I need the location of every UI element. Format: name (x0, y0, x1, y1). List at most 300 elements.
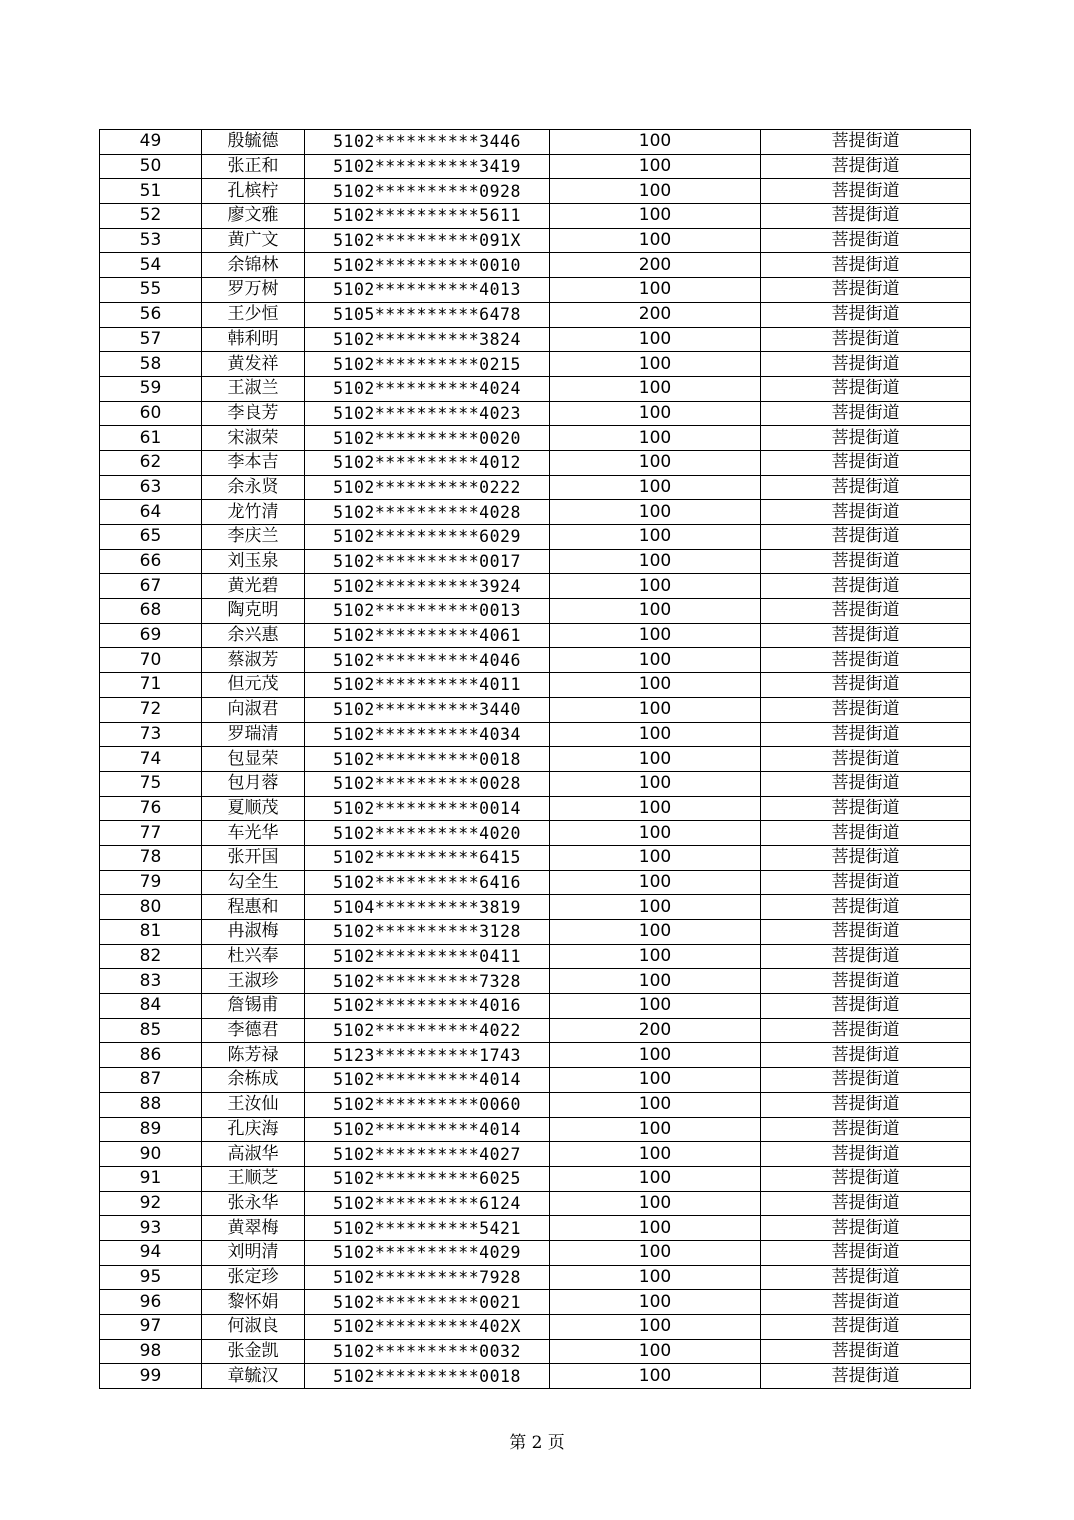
street-cell: 菩提街道 (761, 994, 971, 1019)
id-number-cell: 5102**********4027 (305, 1142, 550, 1167)
street-cell: 菩提街道 (761, 1265, 971, 1290)
name-cell: 夏顺茂 (202, 796, 305, 821)
name-cell: 黎怀娟 (202, 1290, 305, 1315)
table-row (100, 1240, 971, 1265)
row-number: 90 (100, 1142, 202, 1167)
street-cell: 菩提街道 (761, 401, 971, 426)
id-number-cell: 5102**********091X (305, 228, 550, 253)
street-cell: 菩提街道 (761, 697, 971, 722)
name-cell: 王汝仙 (202, 1092, 305, 1117)
amount-cell: 100 (550, 796, 761, 821)
table-row (100, 969, 971, 994)
street-cell: 菩提街道 (761, 154, 971, 179)
name-cell: 殷毓德 (202, 130, 305, 155)
name-cell: 罗瑞清 (202, 722, 305, 747)
street-cell: 菩提街道 (761, 771, 971, 796)
id-number-cell: 5102**********4014 (305, 1117, 550, 1142)
id-number-cell: 5102**********0021 (305, 1290, 550, 1315)
id-number-cell: 5102**********4028 (305, 500, 550, 525)
name-cell: 刘明清 (202, 1240, 305, 1265)
street-cell: 菩提街道 (761, 1364, 971, 1389)
street-cell: 菩提街道 (761, 623, 971, 648)
row-number: 86 (100, 1043, 202, 1068)
name-cell: 包月蓉 (202, 771, 305, 796)
street-cell: 菩提街道 (761, 228, 971, 253)
name-cell: 孔庆海 (202, 1117, 305, 1142)
street-cell: 菩提街道 (761, 1290, 971, 1315)
name-cell: 李庆兰 (202, 525, 305, 550)
id-number-cell: 5102**********4029 (305, 1240, 550, 1265)
table-row (100, 204, 971, 229)
street-cell: 菩提街道 (761, 845, 971, 870)
amount-cell: 100 (550, 327, 761, 352)
id-number-cell: 5102**********4034 (305, 722, 550, 747)
name-cell: 黄发祥 (202, 352, 305, 377)
table-row (100, 549, 971, 574)
street-cell: 菩提街道 (761, 1216, 971, 1241)
table-row (100, 376, 971, 401)
amount-cell: 100 (550, 179, 761, 204)
id-number-cell: 5102**********3446 (305, 130, 550, 155)
street-cell: 菩提街道 (761, 450, 971, 475)
row-number: 75 (100, 771, 202, 796)
id-number-cell: 5102**********4012 (305, 450, 550, 475)
id-number-cell: 5102**********0060 (305, 1092, 550, 1117)
id-number-cell: 5102**********4016 (305, 994, 550, 1019)
id-number-cell: 5123**********1743 (305, 1043, 550, 1068)
table-row (100, 352, 971, 377)
id-number-cell: 5102**********4022 (305, 1018, 550, 1043)
name-cell: 勾全生 (202, 870, 305, 895)
row-number: 85 (100, 1018, 202, 1043)
table-row (100, 796, 971, 821)
roster-table-body (100, 130, 971, 1389)
row-number: 62 (100, 450, 202, 475)
id-number-cell: 5102**********6124 (305, 1191, 550, 1216)
id-number-cell: 5102**********0018 (305, 1364, 550, 1389)
id-number-cell: 5102**********6029 (305, 525, 550, 550)
table-row (100, 944, 971, 969)
row-number: 70 (100, 648, 202, 673)
name-cell: 王淑兰 (202, 376, 305, 401)
id-number-cell: 5102**********6415 (305, 845, 550, 870)
street-cell: 菩提街道 (761, 253, 971, 278)
table-row (100, 920, 971, 945)
street-cell: 菩提街道 (761, 722, 971, 747)
row-number: 96 (100, 1290, 202, 1315)
id-number-cell: 5102**********402X (305, 1315, 550, 1340)
name-cell: 刘玉泉 (202, 549, 305, 574)
table-row (100, 302, 971, 327)
row-number: 53 (100, 228, 202, 253)
id-number-cell: 5102**********0018 (305, 747, 550, 772)
street-cell: 菩提街道 (761, 278, 971, 303)
table-row (100, 771, 971, 796)
street-cell: 菩提街道 (761, 1142, 971, 1167)
id-number-cell: 5102**********4014 (305, 1068, 550, 1093)
amount-cell: 100 (550, 994, 761, 1019)
id-number-cell: 5102**********0010 (305, 253, 550, 278)
name-cell: 章毓汉 (202, 1364, 305, 1389)
table-row (100, 1117, 971, 1142)
amount-cell: 100 (550, 401, 761, 426)
name-cell: 陈芳禄 (202, 1043, 305, 1068)
street-cell: 菩提街道 (761, 525, 971, 550)
table-row (100, 747, 971, 772)
amount-cell: 100 (550, 648, 761, 673)
name-cell: 黄广文 (202, 228, 305, 253)
name-cell: 冉淑梅 (202, 920, 305, 945)
name-cell: 韩利明 (202, 327, 305, 352)
name-cell: 廖文雅 (202, 204, 305, 229)
row-number: 66 (100, 549, 202, 574)
row-number: 73 (100, 722, 202, 747)
table-row (100, 623, 971, 648)
name-cell: 但元茂 (202, 673, 305, 698)
id-number-cell: 5102**********3824 (305, 327, 550, 352)
row-number: 78 (100, 845, 202, 870)
table-row (100, 599, 971, 624)
street-cell: 菩提街道 (761, 426, 971, 451)
table-row (100, 1092, 971, 1117)
name-cell: 张定珍 (202, 1265, 305, 1290)
street-cell: 菩提街道 (761, 376, 971, 401)
amount-cell: 200 (550, 253, 761, 278)
amount-cell: 100 (550, 1068, 761, 1093)
id-number-cell: 5102**********5611 (305, 204, 550, 229)
amount-cell: 100 (550, 500, 761, 525)
row-number: 98 (100, 1339, 202, 1364)
name-cell: 孔槟柠 (202, 179, 305, 204)
amount-cell: 100 (550, 228, 761, 253)
amount-cell: 100 (550, 376, 761, 401)
street-cell: 菩提街道 (761, 1092, 971, 1117)
row-number: 54 (100, 253, 202, 278)
row-number: 67 (100, 574, 202, 599)
id-number-cell: 5104**********3819 (305, 895, 550, 920)
amount-cell: 100 (550, 1339, 761, 1364)
name-cell: 王少恒 (202, 302, 305, 327)
street-cell: 菩提街道 (761, 179, 971, 204)
amount-cell: 100 (550, 1364, 761, 1389)
street-cell: 菩提街道 (761, 204, 971, 229)
name-cell: 程惠和 (202, 895, 305, 920)
table-row (100, 722, 971, 747)
table-row (100, 278, 971, 303)
name-cell: 黄翠梅 (202, 1216, 305, 1241)
name-cell: 包显荣 (202, 747, 305, 772)
row-number: 81 (100, 920, 202, 945)
row-number: 55 (100, 278, 202, 303)
name-cell: 龙竹清 (202, 500, 305, 525)
amount-cell: 100 (550, 944, 761, 969)
row-number: 80 (100, 895, 202, 920)
name-cell: 陶克明 (202, 599, 305, 624)
amount-cell: 100 (550, 673, 761, 698)
name-cell: 车光华 (202, 821, 305, 846)
street-cell: 菩提街道 (761, 1043, 971, 1068)
id-number-cell: 5102**********5421 (305, 1216, 550, 1241)
id-number-cell: 5102**********0215 (305, 352, 550, 377)
name-cell: 张开国 (202, 845, 305, 870)
row-number: 65 (100, 525, 202, 550)
table-row (100, 994, 971, 1019)
id-number-cell: 5102**********3419 (305, 154, 550, 179)
amount-cell: 200 (550, 302, 761, 327)
id-number-cell: 5102**********4011 (305, 673, 550, 698)
id-number-cell: 5102**********3440 (305, 697, 550, 722)
street-cell: 菩提街道 (761, 673, 971, 698)
street-cell: 菩提街道 (761, 549, 971, 574)
id-number-cell: 5102**********0032 (305, 1339, 550, 1364)
amount-cell: 100 (550, 821, 761, 846)
row-number: 64 (100, 500, 202, 525)
table-row (100, 154, 971, 179)
id-number-cell: 5102**********0028 (305, 771, 550, 796)
name-cell: 张正和 (202, 154, 305, 179)
table-row (100, 1216, 971, 1241)
amount-cell: 100 (550, 1166, 761, 1191)
id-number-cell: 5102**********4013 (305, 278, 550, 303)
row-number: 56 (100, 302, 202, 327)
amount-cell: 100 (550, 1265, 761, 1290)
table-row (100, 1166, 971, 1191)
amount-cell: 100 (550, 1043, 761, 1068)
amount-cell: 100 (550, 969, 761, 994)
street-cell: 菩提街道 (761, 796, 971, 821)
street-cell: 菩提街道 (761, 1166, 971, 1191)
row-number: 50 (100, 154, 202, 179)
name-cell: 李良芳 (202, 401, 305, 426)
amount-cell: 100 (550, 747, 761, 772)
roster-table (99, 129, 971, 1389)
row-number: 59 (100, 376, 202, 401)
id-number-cell: 5102**********4023 (305, 401, 550, 426)
name-cell: 杜兴奉 (202, 944, 305, 969)
street-cell: 菩提街道 (761, 574, 971, 599)
name-cell: 王顺芝 (202, 1166, 305, 1191)
table-row (100, 450, 971, 475)
id-number-cell: 5102**********0222 (305, 475, 550, 500)
row-number: 88 (100, 1092, 202, 1117)
id-number-cell: 5102**********7328 (305, 969, 550, 994)
street-cell: 菩提街道 (761, 1240, 971, 1265)
id-number-cell: 5102**********6025 (305, 1166, 550, 1191)
row-number: 82 (100, 944, 202, 969)
row-number: 93 (100, 1216, 202, 1241)
amount-cell: 100 (550, 1117, 761, 1142)
name-cell: 王淑珍 (202, 969, 305, 994)
street-cell: 菩提街道 (761, 327, 971, 352)
table-row (100, 253, 971, 278)
amount-cell: 100 (550, 1191, 761, 1216)
name-cell: 余兴惠 (202, 623, 305, 648)
name-cell: 詹锡甫 (202, 994, 305, 1019)
row-number: 92 (100, 1191, 202, 1216)
table-row (100, 1068, 971, 1093)
amount-cell: 100 (550, 352, 761, 377)
amount-cell: 100 (550, 697, 761, 722)
amount-cell: 100 (550, 1142, 761, 1167)
amount-cell: 100 (550, 278, 761, 303)
street-cell: 菩提街道 (761, 944, 971, 969)
amount-cell: 100 (550, 426, 761, 451)
amount-cell: 200 (550, 1018, 761, 1043)
row-number: 99 (100, 1364, 202, 1389)
table-row (100, 1290, 971, 1315)
amount-cell: 100 (550, 1290, 761, 1315)
amount-cell: 100 (550, 1240, 761, 1265)
id-number-cell: 5102**********0020 (305, 426, 550, 451)
row-number: 61 (100, 426, 202, 451)
row-number: 84 (100, 994, 202, 1019)
row-number: 52 (100, 204, 202, 229)
name-cell: 李德君 (202, 1018, 305, 1043)
row-number: 79 (100, 870, 202, 895)
id-number-cell: 5102**********0411 (305, 944, 550, 969)
table-row (100, 673, 971, 698)
street-cell: 菩提街道 (761, 352, 971, 377)
row-number: 89 (100, 1117, 202, 1142)
street-cell: 菩提街道 (761, 302, 971, 327)
amount-cell: 100 (550, 1315, 761, 1340)
id-number-cell: 5102**********4024 (305, 376, 550, 401)
amount-cell: 100 (550, 623, 761, 648)
name-cell: 余永贤 (202, 475, 305, 500)
table-row (100, 1018, 971, 1043)
table-row (100, 1191, 971, 1216)
table-row (100, 821, 971, 846)
amount-cell: 100 (550, 1216, 761, 1241)
id-number-cell: 5102**********0014 (305, 796, 550, 821)
table-row (100, 895, 971, 920)
amount-cell: 100 (550, 450, 761, 475)
id-number-cell: 5102**********0928 (305, 179, 550, 204)
street-cell: 菩提街道 (761, 895, 971, 920)
table-row (100, 426, 971, 451)
row-number: 94 (100, 1240, 202, 1265)
name-cell: 李本吉 (202, 450, 305, 475)
id-number-cell: 5102**********0013 (305, 599, 550, 624)
id-number-cell: 5102**********3128 (305, 920, 550, 945)
id-number-cell: 5102**********4046 (305, 648, 550, 673)
row-number: 58 (100, 352, 202, 377)
name-cell: 余锦林 (202, 253, 305, 278)
street-cell: 菩提街道 (761, 870, 971, 895)
table-row (100, 525, 971, 550)
amount-cell: 100 (550, 845, 761, 870)
amount-cell: 100 (550, 525, 761, 550)
table-row (100, 500, 971, 525)
row-number: 74 (100, 747, 202, 772)
row-number: 95 (100, 1265, 202, 1290)
table-row (100, 130, 971, 155)
amount-cell: 100 (550, 1092, 761, 1117)
table-row (100, 870, 971, 895)
table-row (100, 1265, 971, 1290)
street-cell: 菩提街道 (761, 648, 971, 673)
table-row (100, 1364, 971, 1389)
amount-cell: 100 (550, 130, 761, 155)
table-row (100, 648, 971, 673)
name-cell: 蔡淑芳 (202, 648, 305, 673)
row-number: 68 (100, 599, 202, 624)
table-row (100, 845, 971, 870)
street-cell: 菩提街道 (761, 920, 971, 945)
street-cell: 菩提街道 (761, 1018, 971, 1043)
street-cell: 菩提街道 (761, 1117, 971, 1142)
table-row (100, 1142, 971, 1167)
amount-cell: 100 (550, 154, 761, 179)
amount-cell: 100 (550, 722, 761, 747)
amount-cell: 100 (550, 475, 761, 500)
name-cell: 罗万树 (202, 278, 305, 303)
table-row (100, 228, 971, 253)
street-cell: 菩提街道 (761, 1315, 971, 1340)
id-number-cell: 5102**********6416 (305, 870, 550, 895)
table-row (100, 574, 971, 599)
street-cell: 菩提街道 (761, 130, 971, 155)
name-cell: 向淑君 (202, 697, 305, 722)
street-cell: 菩提街道 (761, 1068, 971, 1093)
table-row (100, 475, 971, 500)
name-cell: 高淑华 (202, 1142, 305, 1167)
row-number: 91 (100, 1166, 202, 1191)
row-number: 60 (100, 401, 202, 426)
id-number-cell: 5102**********4020 (305, 821, 550, 846)
table-row (100, 401, 971, 426)
row-number: 77 (100, 821, 202, 846)
id-number-cell: 5102**********4061 (305, 623, 550, 648)
name-cell: 张金凯 (202, 1339, 305, 1364)
row-number: 72 (100, 697, 202, 722)
name-cell: 宋淑荣 (202, 426, 305, 451)
table-row (100, 1339, 971, 1364)
row-number: 71 (100, 673, 202, 698)
row-number: 51 (100, 179, 202, 204)
row-number: 63 (100, 475, 202, 500)
amount-cell: 100 (550, 549, 761, 574)
street-cell: 菩提街道 (761, 747, 971, 772)
id-number-cell: 5105**********6478 (305, 302, 550, 327)
street-cell: 菩提街道 (761, 599, 971, 624)
amount-cell: 100 (550, 771, 761, 796)
amount-cell: 100 (550, 920, 761, 945)
street-cell: 菩提街道 (761, 1191, 971, 1216)
amount-cell: 100 (550, 204, 761, 229)
table-row (100, 1315, 971, 1340)
row-number: 57 (100, 327, 202, 352)
row-number: 69 (100, 623, 202, 648)
row-number: 76 (100, 796, 202, 821)
page-number: 第 2 页 (509, 1433, 565, 1453)
amount-cell: 100 (550, 895, 761, 920)
id-number-cell: 5102**********3924 (305, 574, 550, 599)
name-cell: 余栋成 (202, 1068, 305, 1093)
id-number-cell: 5102**********0017 (305, 549, 550, 574)
amount-cell: 100 (550, 870, 761, 895)
table-row (100, 179, 971, 204)
street-cell: 菩提街道 (761, 1339, 971, 1364)
table-row (100, 1043, 971, 1068)
street-cell: 菩提街道 (761, 969, 971, 994)
amount-cell: 100 (550, 574, 761, 599)
row-number: 83 (100, 969, 202, 994)
street-cell: 菩提街道 (761, 500, 971, 525)
table-row (100, 697, 971, 722)
amount-cell: 100 (550, 599, 761, 624)
name-cell: 何淑良 (202, 1315, 305, 1340)
